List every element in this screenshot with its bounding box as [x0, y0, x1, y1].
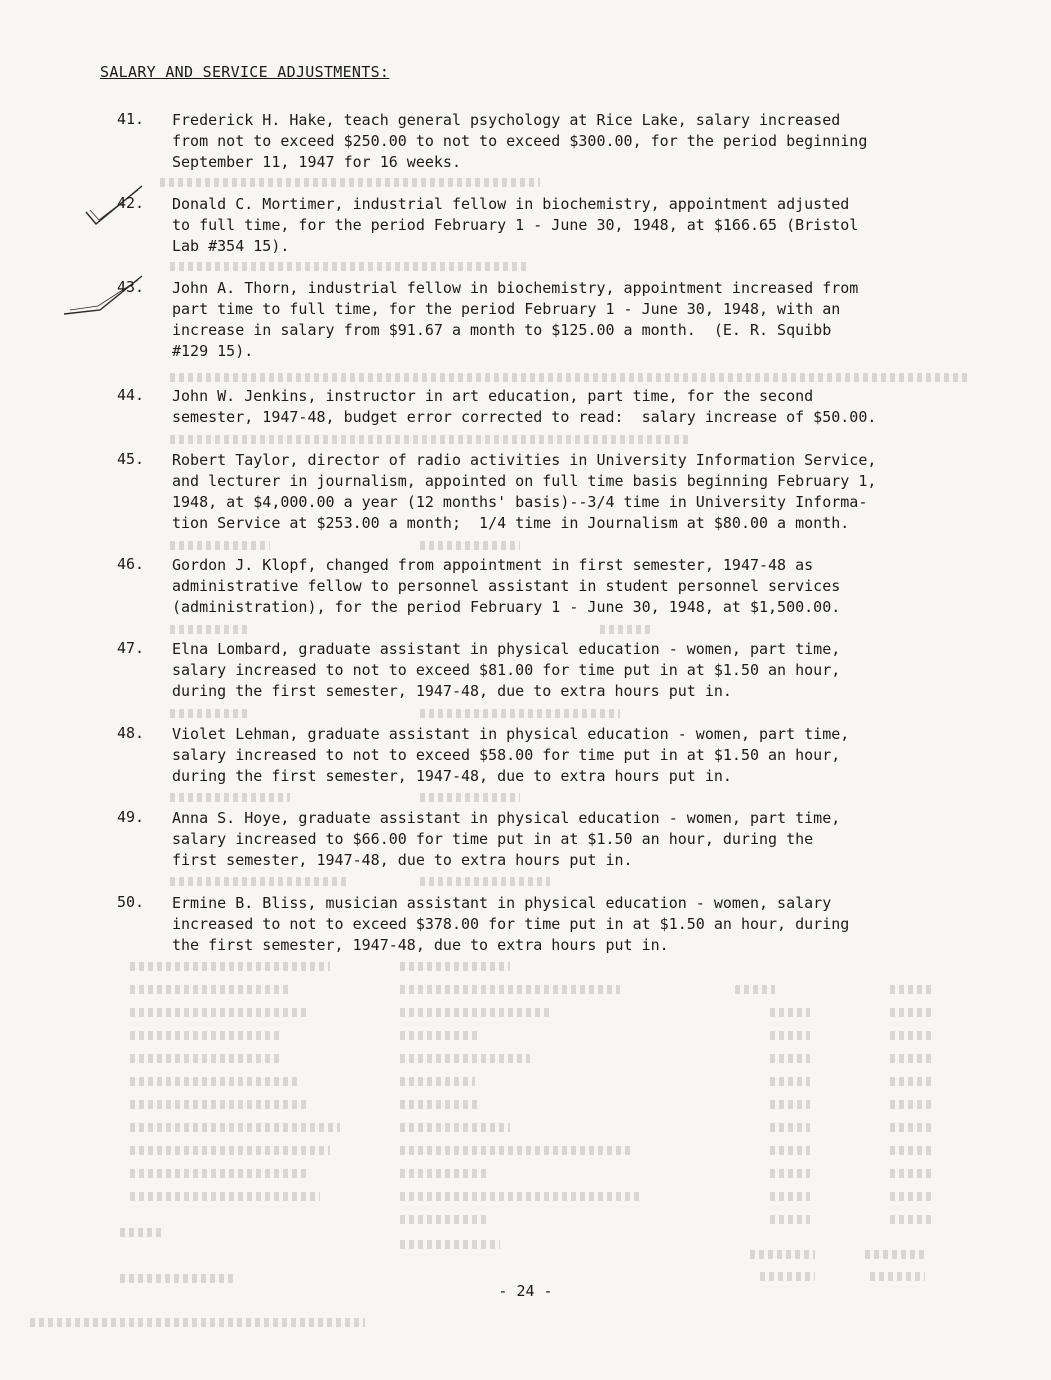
entry-line: Gordon J. Klopf, changed from appointment in first semester, 1947-48 as: [172, 556, 814, 574]
entry-line: the first semester, 1947-48, due to extra hours put in.: [172, 936, 669, 954]
section-heading: SALARY AND SERVICE ADJUSTMENTS:: [100, 63, 390, 81]
entry-number: 49.: [117, 808, 145, 826]
entry-number: 41.: [117, 110, 145, 128]
entry-number: 50.: [117, 893, 145, 911]
entry-line: semester, 1947-48, budget error corrected to read: salary increase of $50.00.: [172, 408, 877, 426]
entry-text: [172, 194, 858, 257]
page-number: - 24 -: [498, 1282, 553, 1300]
entry-line: Robert Taylor, director of radio activities in University Information Service,: [172, 451, 877, 469]
entry-line: Elna Lombard, graduate assistant in physical education - women, part time,: [172, 640, 841, 658]
entry-line: Frederick H. Hake, teach general psychology at Rice Lake, salary increased: [172, 111, 841, 129]
entry-line: during the first semester, 1947-48, due to extra hours put in.: [172, 767, 732, 785]
entry-line: 1948, at $4,000.00 a year (12 months' basis)--3/4 time in University Informa-: [172, 493, 868, 511]
entry-line: administrative fellow to personnel assistant in student personnel services: [172, 577, 841, 595]
entry-line: tion Service at $253.00 a month; 1/4 time in Journalism at $80.00 a month.: [172, 514, 850, 532]
entry-line: John W. Jenkins, instructor in art education, part time, for the second: [172, 387, 814, 405]
entry-line: from not to exceed $250.00 to not to exceed $300.00, for the period beginning: [172, 132, 868, 150]
entry-text: [172, 893, 849, 956]
entry-line: (administration), for the period February 1 - June 30, 1948, at $1,500.00.: [172, 598, 841, 616]
entry-line: Ermine B. Bliss, musician assistant in physical education - women, salary: [172, 894, 832, 912]
entry-number: 47.: [117, 639, 145, 657]
entry-text: [172, 450, 876, 534]
entry-number: 44.: [117, 386, 145, 404]
entry-line: salary increased to not to exceed $81.00 for time put in at $1.50 an hour,: [172, 661, 841, 679]
entry-line: first semester, 1947-48, due to extra hours put in.: [172, 851, 633, 869]
entry-text: [172, 724, 849, 787]
entry-text: [172, 386, 876, 428]
entry-number: 46.: [117, 555, 145, 573]
entry-text: [172, 278, 858, 362]
entry-line: and lecturer in journalism, appointed on full time basis beginning February 1,: [172, 472, 877, 490]
entry-number: 42.: [117, 194, 145, 212]
entry-text: [172, 808, 840, 871]
entry-text: [172, 555, 840, 618]
entry-line: salary increased to $66.00 for time put in at $1.50 an hour, during the: [172, 830, 814, 848]
entry-line: Lab #354 15).: [172, 237, 290, 255]
entry-line: #129 15).: [172, 342, 254, 360]
entry-line: salary increased to not to exceed $58.00 for time put in at $1.50 an hour,: [172, 746, 841, 764]
entry-line: John A. Thorn, industrial fellow in biochemistry, appointment increased from: [172, 279, 859, 297]
entry-number: 45.: [117, 450, 145, 468]
entry-line: during the first semester, 1947-48, due to extra hours put in.: [172, 682, 732, 700]
entry-number: 43.: [117, 278, 145, 296]
entry-text: [172, 110, 867, 173]
entry-line: increase in salary from $91.67 a month to $125.00 a month. (E. R. Squibb: [172, 321, 832, 339]
entry-number: 48.: [117, 724, 145, 742]
entry-line: part time to full time, for the period February 1 - June 30, 1948, with an: [172, 300, 841, 318]
entry-line: September 11, 1947 for 16 weeks.: [172, 153, 461, 171]
entry-line: Donald C. Mortimer, industrial fellow in biochemistry, appointment adjusted: [172, 195, 850, 213]
entry-line: Violet Lehman, graduate assistant in physical education - women, part time,: [172, 725, 850, 743]
entry-text: [172, 639, 840, 702]
entry-line: Anna S. Hoye, graduate assistant in physical education - women, part time,: [172, 809, 841, 827]
entry-line: to full time, for the period February 1 - June 30, 1948, at $166.65 (Bristol: [172, 216, 859, 234]
entry-line: increased to not to exceed $378.00 for time put in at $1.50 an hour, during: [172, 915, 850, 933]
